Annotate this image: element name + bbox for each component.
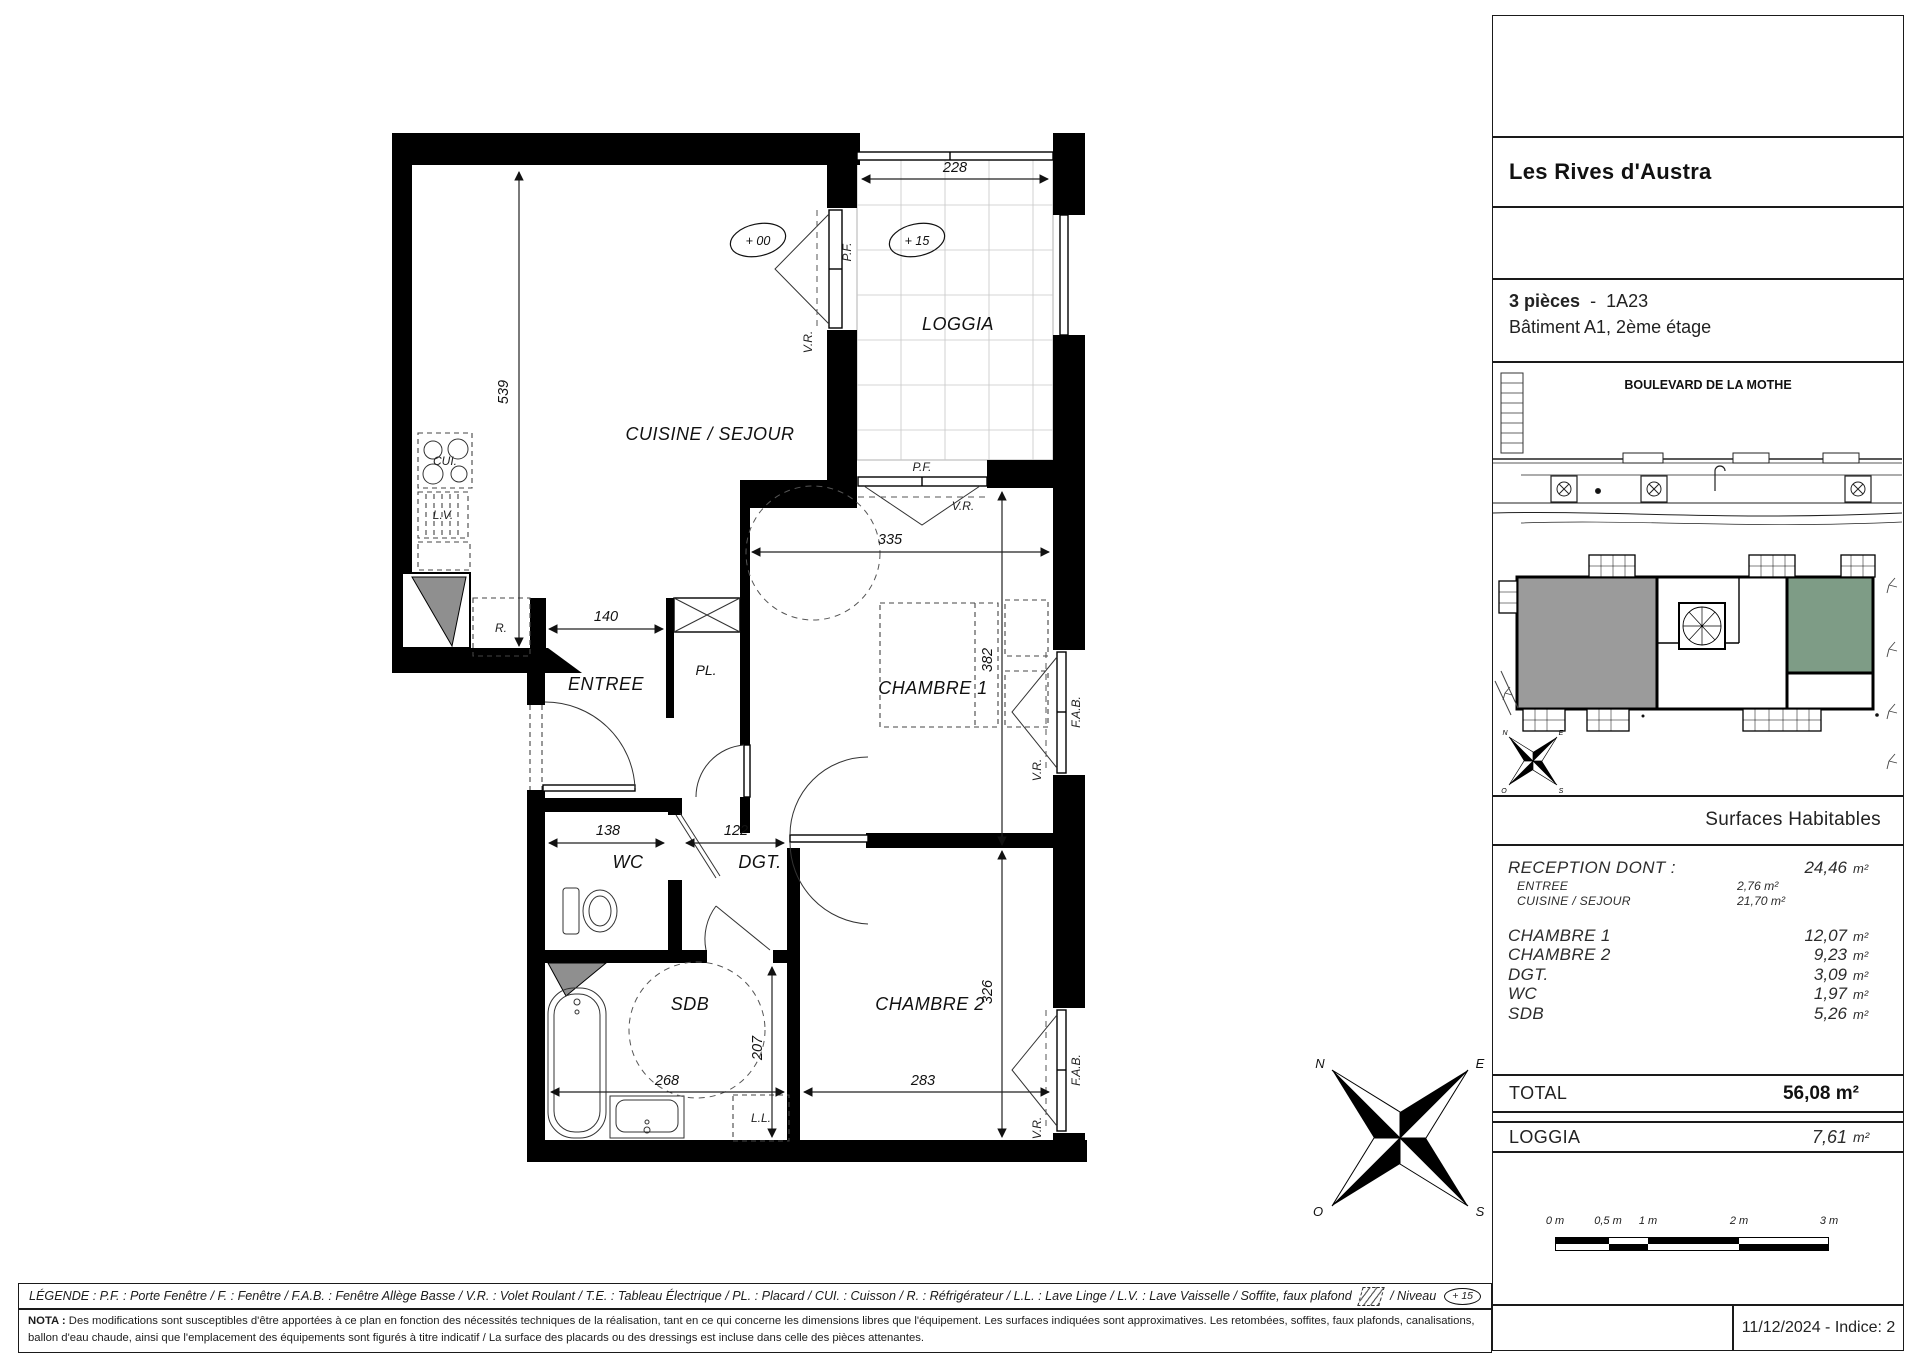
- loggia-label: LOGGIA: [1509, 1126, 1581, 1147]
- total-value: 56,08 m²: [1782, 1082, 1859, 1104]
- fixture-label-cuisson: CUI.: [433, 454, 457, 468]
- scale-05: 0,5 m: [1594, 1215, 1622, 1227]
- electrical-board: [674, 598, 740, 632]
- dim-loggia-width: 228: [942, 160, 968, 176]
- room-label-loggia: LOGGIA: [921, 314, 995, 334]
- sidebar-spacer-box: [1492, 207, 1904, 279]
- site-plan-drawing: [1493, 363, 1902, 794]
- project-title: Les Rives d'Austra: [1509, 159, 1712, 184]
- vr-label-west: V.R.: [801, 330, 815, 354]
- surfaces-header-box: [1492, 796, 1904, 845]
- level-loggia: + 15: [904, 234, 930, 248]
- legend-niveau-marker: + 15: [1444, 1288, 1481, 1305]
- surfaces-row-chambre2: CHAMBRE 2 9,23 m²: [1508, 945, 1869, 964]
- bedroom1-furniture: [880, 600, 1048, 727]
- dim-chambre1-height: 382: [980, 647, 996, 673]
- room-label-wc: WC: [612, 852, 644, 872]
- site-compass-e: E: [1558, 730, 1564, 737]
- fab-label-chambre2: F.A.B.: [1069, 1054, 1083, 1086]
- unit-ref: 1A23: [1606, 291, 1649, 311]
- windows: [775, 152, 1068, 1131]
- dim-entree-width: 140: [593, 609, 619, 625]
- street-hatch: [1501, 373, 1523, 453]
- surfaces-table-box: [1492, 845, 1904, 1075]
- total-box: [1492, 1075, 1904, 1112]
- nota-text: Des modifications sont susceptibles d'être apportées à ce plan en fonction des nécessités techniques de la réalisation, tant en ce qui concerne les dimensions libres que l'équipement. Les surfaces indiquées sont approximatives. Les retombées, soffites, faux plafonds, canalisations, ballon d'eau chaude, ainsi que l'emplacement des équipements sont figurés à titre indicatif / La surface des placards ou des dressings est incluse dans celle des pièces attenantes.: [28, 1315, 1475, 1344]
- reception-value: 24,46: [1804, 858, 1847, 877]
- room-label-chambre2: CHAMBRE 2: [875, 994, 985, 1014]
- project-title-box: [1492, 137, 1904, 207]
- reception-unit: m²: [1853, 861, 1869, 876]
- vr-label-loggia: V.R.: [951, 499, 975, 513]
- scale-box: [1492, 1152, 1904, 1305]
- site-compass-s: S: [1558, 788, 1564, 794]
- dim-chambre2-height: 326: [980, 979, 996, 1005]
- dimensions: [496, 160, 1049, 1140]
- room-label-placard: PL.: [695, 662, 717, 678]
- dim-sdb-width: 268: [654, 1073, 680, 1089]
- total-label: TOTAL: [1509, 1083, 1568, 1103]
- nota-label: NOTA :: [28, 1315, 66, 1327]
- site-compass-o: O: [1501, 788, 1507, 794]
- compass-rose: [1313, 1056, 1485, 1219]
- room-label-entree: ENTREE: [567, 674, 645, 694]
- scale-1: 1 m: [1638, 1215, 1658, 1227]
- site-plan-box: [1492, 362, 1904, 796]
- surfaces-reception-row: [1493, 859, 1903, 879]
- surfaces-row-chambre1: CHAMBRE 1 12,07 m²: [1508, 925, 1869, 945]
- sidebar-top-box: [1492, 15, 1904, 137]
- room-label-sdb: SDB: [670, 994, 710, 1014]
- building-footprint: [1517, 577, 1873, 709]
- sub-value-entree: 2,76 m²: [1737, 878, 1779, 893]
- dim-dgt-width: 122: [723, 823, 749, 839]
- soffit-hatch-swatch: [1357, 1287, 1385, 1306]
- scale-3: 3 m: [1819, 1215, 1839, 1227]
- nota-bar: [18, 1309, 1492, 1353]
- date-indice: 11/12/2024 - Indice: 2: [1733, 1305, 1904, 1351]
- sub-label-cuisine: CUISINE / SEJOUR: [1517, 894, 1631, 908]
- total-gap-box: [1492, 1112, 1904, 1122]
- loggia-box: LOGGIA 7,61 m²: [1492, 1122, 1904, 1152]
- doors: [530, 702, 868, 950]
- fixture-label-lave-vaisselle: L.V.: [432, 508, 454, 522]
- scale-2: 2 m: [1729, 1215, 1749, 1227]
- scale-0: 0 m: [1545, 1215, 1565, 1227]
- surfaces-header: Surfaces Habitables: [1705, 809, 1881, 830]
- vr-label-chambre1: V.R.: [1030, 758, 1044, 782]
- site-compass: [1501, 730, 1563, 794]
- vr-label-chambre2: V.R.: [1030, 1116, 1044, 1140]
- sub-value-cuisine: 21,70 m²: [1737, 894, 1786, 908]
- fixture-label-lave-linge: L.L.: [750, 1111, 772, 1125]
- level-main: + 00: [745, 234, 771, 248]
- surfaces-sub-row: [1493, 879, 1903, 895]
- dim-cuisine-height: 539: [496, 379, 512, 405]
- reception-label: RECEPTION DONT :: [1508, 858, 1676, 877]
- compass-n: N: [1315, 1056, 1325, 1071]
- surfaces-row-dgt: DGT. 3,09 m²: [1508, 964, 1869, 984]
- room-labels: [433, 314, 994, 1125]
- dim-wc-width: 138: [595, 823, 621, 839]
- surfaces-sub-row: [1493, 894, 1903, 910]
- room-label-cuisine-sejour: CUISINE / SEJOUR: [625, 424, 795, 444]
- fab-label-chambre1: F.A.B.: [1069, 696, 1083, 728]
- sub-label-entree: ENTREE: [1517, 878, 1569, 893]
- legend-niveau-label: / Niveau: [1390, 1289, 1437, 1303]
- unit-info-box: [1492, 279, 1904, 362]
- dim-sdb-height: 207: [750, 1035, 766, 1061]
- footer-empty-cell: [1492, 1305, 1733, 1351]
- compass-o: O: [1312, 1204, 1324, 1219]
- legend-text: LÉGENDE : P.F. : Porte Fenêtre / F. : Fenêtre / F.A.B. : Fenêtre Allège Basse / V.R. : Volet Roulant / T.E. : Tableau Électrique / PL. : Placard / CUI. : Cuisson / R. : Réfrigérateur / L.L. : Lave Linge / L.V. : Lave Vaisselle / Soffite, faux plafond: [29, 1289, 1352, 1303]
- fixture-label-refrigerateur: R.: [495, 621, 507, 635]
- room-label-dgt: DGT.: [738, 852, 782, 872]
- unit-sep: -: [1590, 291, 1597, 311]
- dim-chambre1-width: 335: [877, 532, 903, 548]
- street-name: BOULEVARD DE LA MOTHE: [1624, 378, 1792, 392]
- loggia-value: 7,61: [1811, 1126, 1847, 1147]
- unit-building: Bâtiment A1, 2ème étage: [1509, 317, 1712, 337]
- surfaces-row-wc: WC 1,97 m²: [1508, 984, 1869, 1003]
- surfaces-row-sdb: SDB 5,26 m²: [1508, 1003, 1869, 1023]
- legend-bar: [18, 1283, 1492, 1309]
- compass-s: S: [1475, 1204, 1485, 1219]
- site-compass-n: N: [1502, 730, 1508, 737]
- turning-circle-sdb: [629, 962, 765, 1098]
- street-furniture: [1551, 466, 1871, 502]
- unit-type: 3 pièces: [1509, 291, 1581, 311]
- compass-e: E: [1475, 1056, 1485, 1071]
- room-label-chambre1: CHAMBRE 1: [878, 678, 988, 698]
- pf-label-west: P.F.: [840, 242, 854, 262]
- scale-bar: [1555, 1237, 1829, 1251]
- loggia-floor-grid: [857, 160, 1053, 460]
- dim-chambre2-width: 283: [910, 1073, 936, 1089]
- pf-label-loggia: P.F.: [912, 460, 932, 474]
